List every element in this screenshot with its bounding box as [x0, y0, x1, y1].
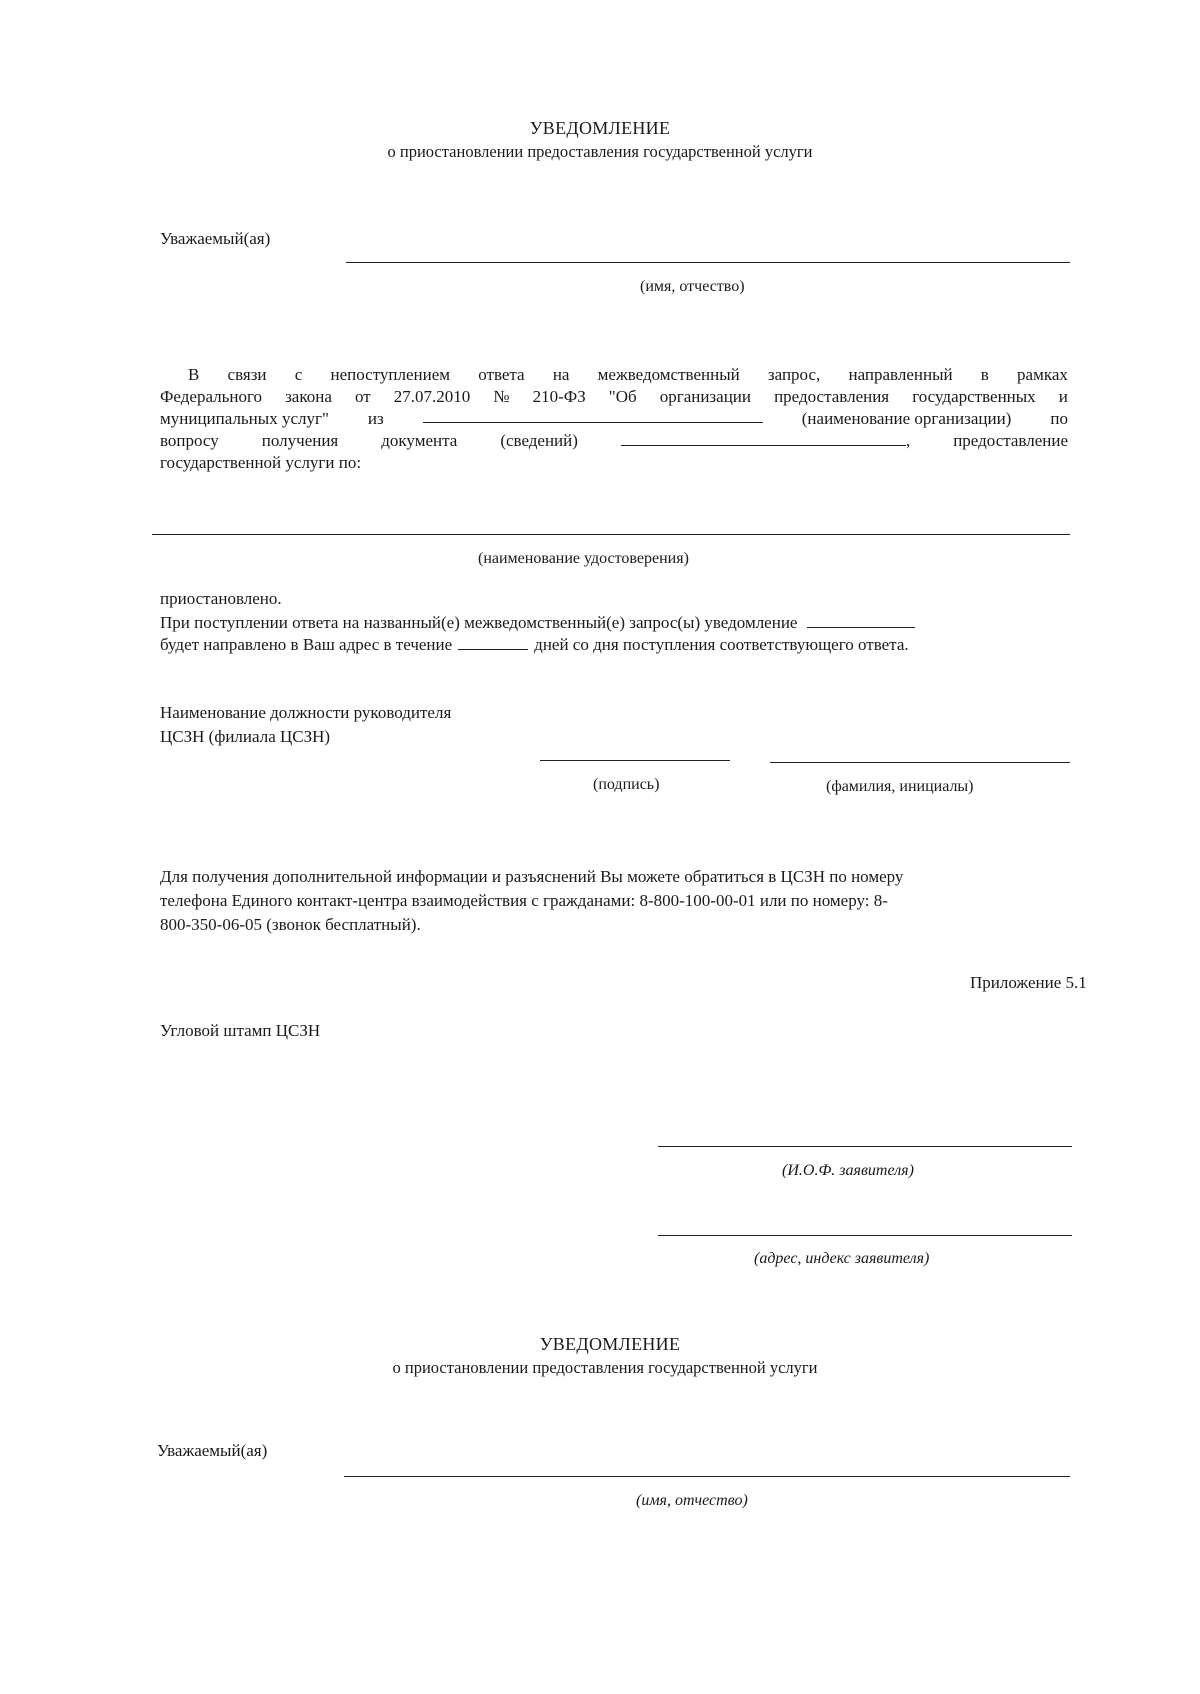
receipt-text: При поступлении ответа на названный(е) межведомственный(е) запрос(ы) уведомление [160, 613, 798, 632]
body-line-1 [160, 364, 1068, 386]
word: в [980, 365, 989, 384]
word: государственных [912, 387, 1036, 406]
word: связи [227, 365, 267, 384]
comma: , [905, 431, 911, 450]
word: № [493, 387, 510, 406]
contact-line-3: 800-350-06-05 (звонок бесплатный). [160, 915, 421, 934]
greeting: Уважаемый(ая) [160, 229, 271, 248]
word: по [1050, 409, 1068, 428]
organization-blank[interactable] [423, 408, 763, 423]
name-caption: (имя, отчество) [640, 278, 745, 295]
notice-subtitle: о приостановлении предоставления государственной услуги [387, 142, 813, 161]
word: межведомственный [597, 365, 740, 384]
name-field-line[interactable] [346, 262, 1070, 263]
notice2-name-caption: (имя, отчество) [636, 1492, 748, 1509]
word: 210-ФЗ [532, 387, 586, 406]
organization-caption: (наименование организации) [801, 409, 1012, 428]
word: В [188, 365, 200, 384]
body-line-2 [160, 386, 1068, 408]
word: из [367, 409, 384, 428]
receipt-line-1 [160, 612, 1068, 634]
certificate-caption: (наименование удостоверения) [478, 550, 689, 567]
body-line-3 [160, 408, 1068, 430]
word: и [1058, 387, 1068, 406]
receipt-paragraph [160, 612, 1068, 656]
body-line-5: государственной услуги по: [160, 453, 362, 472]
word: получения [261, 431, 339, 450]
word: муниципальных услуг" [160, 409, 329, 428]
appendix-label: Приложение 5.1 [970, 973, 1087, 992]
word: рамках [1017, 365, 1068, 384]
word: Федерального [160, 387, 263, 406]
receipt-text: будет направлено в Ваш адрес в течение [160, 635, 453, 654]
word: документа [381, 431, 458, 450]
receipt-text: дней со дня поступления соответствующего ответа. [534, 635, 909, 654]
word: непоступлением [330, 365, 451, 384]
word: от [354, 387, 371, 406]
word: направленный [848, 365, 953, 384]
document-blank-group [621, 430, 910, 452]
signature-line[interactable] [540, 760, 730, 761]
word: запрос, [767, 365, 821, 384]
contact-line-1: Для получения дополнительной информации и разъяснений Вы можете обратиться в ЦСЗН по номеру [160, 867, 904, 886]
applicant-name-caption: (И.О.Ф. заявителя) [782, 1162, 914, 1179]
notice2-greeting: Уважаемый(ая) [157, 1441, 268, 1460]
word: (сведений) [500, 431, 578, 450]
certificate-field-line[interactable] [152, 534, 1070, 535]
receipt-blank[interactable] [807, 613, 915, 628]
notice2-name-field-line[interactable] [344, 1476, 1070, 1477]
applicant-address-line[interactable] [658, 1235, 1072, 1236]
position-line-1: Наименование должности руководителя [160, 703, 452, 722]
word: организации [659, 387, 751, 406]
position-line-2: ЦСЗН (филиала ЦСЗН) [160, 727, 331, 746]
body-line-4 [160, 430, 1068, 452]
word: на [552, 365, 570, 384]
word: предоставления [774, 387, 890, 406]
notice-title: УВЕДОМЛЕНИЕ [529, 118, 671, 138]
days-blank[interactable] [458, 635, 528, 650]
surname-caption: (фамилия, инициалы) [826, 778, 974, 795]
body-paragraph [160, 364, 1068, 474]
word: предоставление [953, 431, 1068, 450]
applicant-name-line[interactable] [658, 1146, 1072, 1147]
word: "Об [608, 387, 637, 406]
signature-caption: (подпись) [593, 776, 660, 793]
corner-stamp-label: Угловой штамп ЦСЗН [160, 1021, 321, 1040]
word: вопросу [160, 431, 219, 450]
document-blank[interactable] [621, 431, 906, 446]
notice2-subtitle: о приостановлении предоставления государственной услуги [392, 1358, 818, 1377]
contact-line-2: телефона Единого контакт-центра взаимодействия с гражданами: 8-800-100-00-01 или по номеру: 8- [160, 891, 888, 910]
applicant-address-caption: (адрес, индекс заявителя) [754, 1250, 930, 1267]
notice2-title: УВЕДОМЛЕНИЕ [539, 1334, 681, 1354]
word: ответа [478, 365, 525, 384]
word: с [294, 365, 303, 384]
receipt-line-2 [160, 634, 1068, 656]
word: 27.07.2010 [393, 387, 471, 406]
suspended-text: приостановлено. [160, 589, 282, 608]
surname-line[interactable] [770, 762, 1070, 763]
word: закона [285, 387, 332, 406]
